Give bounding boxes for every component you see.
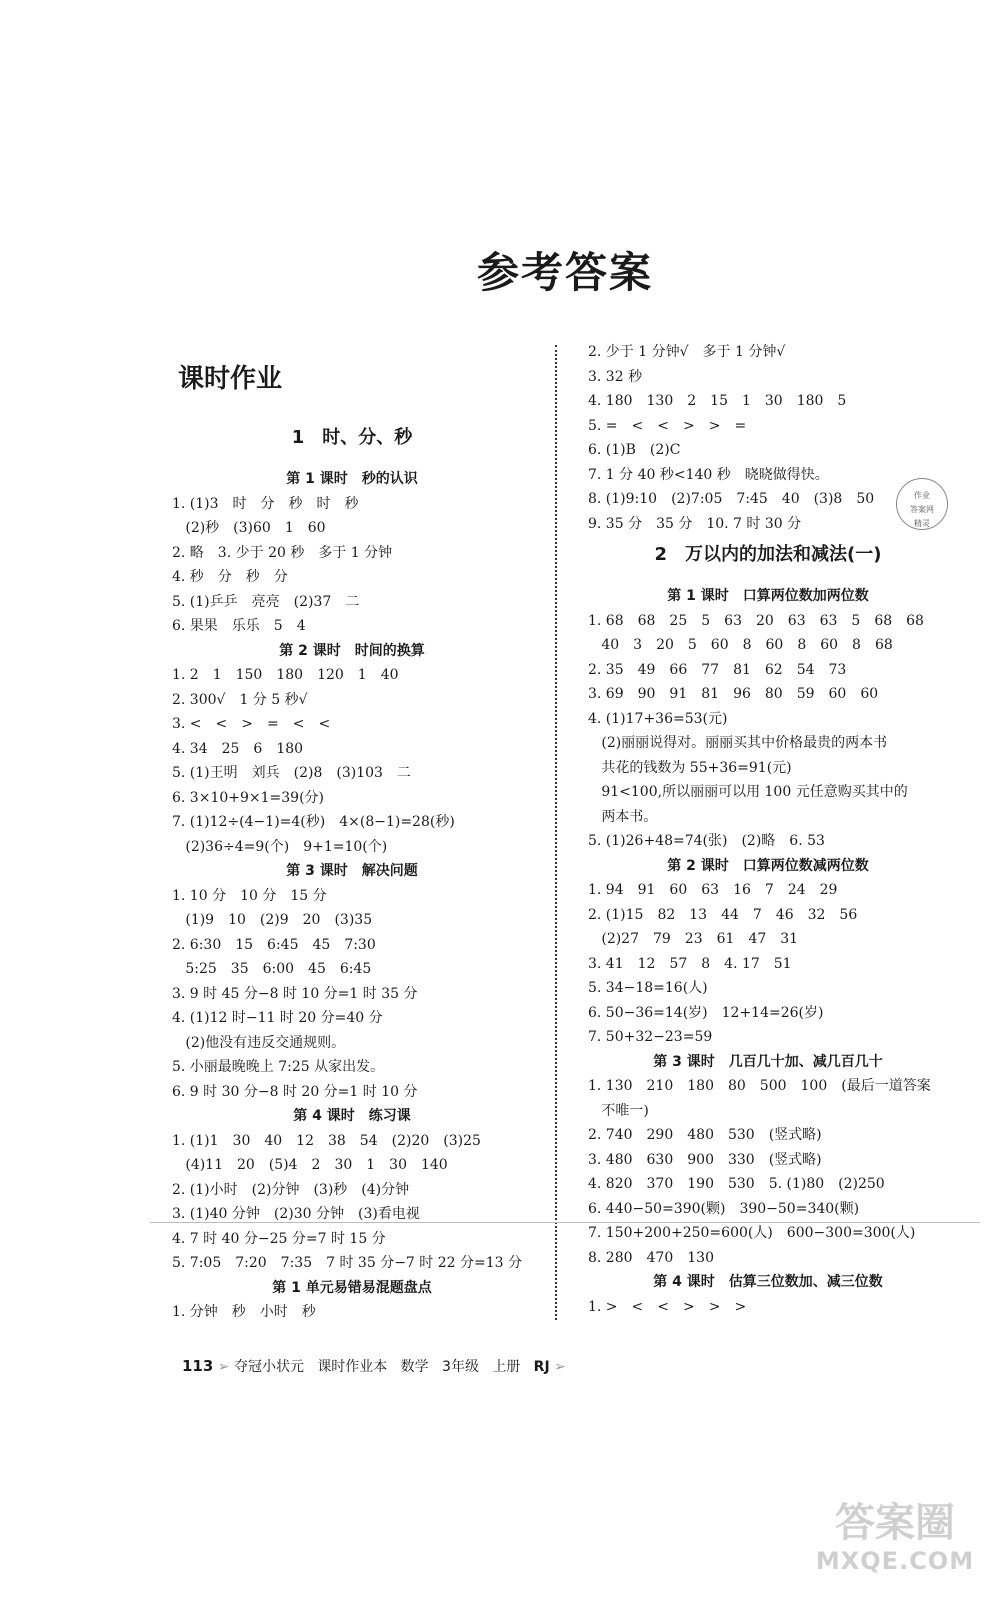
footer-book: 夺冠小状元 (233, 1359, 304, 1375)
answer-line: 4. 7 时 40 分−25 分=7 时 15 分 (172, 1230, 386, 1247)
answer-line: 6. 440−50=390(颗) 390−50=340(颗) (588, 1200, 860, 1217)
answer-line: 5. 小丽最晚晚上 7:25 从家出发。 (172, 1059, 385, 1075)
scan-rule-line (150, 1222, 980, 1223)
answer-line: 共花的钱数为 55+36=91(元) (588, 759, 792, 776)
lesson-heading: 第 4 课时 估算三位数加、减三位数 (653, 1274, 883, 1290)
answer-line: 3. 480 630 900 330 (竖式略) (588, 1151, 822, 1168)
page-number: 113 (182, 1357, 214, 1375)
answer-line: 4. 秒 分 秒 分 (172, 569, 288, 585)
answer-line: 4. 34 25 6 180 (172, 740, 304, 757)
answer-line: 8. 280 470 130 (588, 1249, 714, 1266)
answer-line: 6. 果果 乐乐 5 4 (172, 618, 306, 634)
watermark-logo: 答案圈 MXQE.COM (815, 1500, 975, 1575)
answer-line: 8. (1)9:10 (2)7:05 7:45 40 (3)8 50 (588, 491, 875, 507)
answer-line: 2. 35 49 66 77 81 62 54 73 (588, 661, 847, 678)
answer-line: 1. 94 91 60 63 16 7 24 29 (588, 882, 838, 898)
answer-line: 7. 150+200+250=600(人) 600−300=300(人) (588, 1225, 916, 1241)
lesson-heading: 第 1 课时 口算两位数加两位数 (667, 588, 869, 604)
answer-line: 2. 6:30 15 6:45 45 7:30 (172, 936, 376, 953)
answer-line: 5:25 35 6:00 45 6:45 (172, 961, 372, 977)
footer-edition: RJ (533, 1359, 550, 1375)
answer-line: 2. (1)15 82 13 44 7 46 32 56 (588, 906, 858, 923)
answer-line: 3. 32 秒 (588, 368, 643, 385)
answer-line: 2. 300√ 1 分 5 秒√ (172, 691, 308, 708)
answer-line: 3. < < > = < < (172, 716, 331, 732)
arrow-icon: ➢ (213, 1359, 234, 1375)
answer-line: 5. 34−18=16(人) (588, 980, 708, 996)
answer-line: 91<100,所以丽丽可以用 100 元任意购买其中的 (588, 784, 908, 800)
answer-line: 1. 130 210 180 80 500 100 (最后一道答案 (588, 1078, 931, 1094)
answer-line: (2)秒 (3)60 1 60 (172, 520, 326, 536)
answer-line: 5. = < < > > = (588, 417, 747, 434)
answer-line: 2. (1)小时 (2)分钟 (3)秒 (4)分钟 (172, 1181, 410, 1198)
answer-line: 40 3 20 5 60 8 60 8 60 8 68 (588, 637, 893, 653)
right-column (588, 340, 948, 1319)
answer-line: 1. 分钟 秒 小时 秒 (172, 1304, 316, 1320)
answer-line: 3. 41 12 57 8 4. 17 51 (588, 955, 792, 972)
answer-line: 5. (1)26+48=74(张) (2)略 6. 53 (588, 833, 825, 849)
lesson-heading: 第 3 课时 几百几十加、减几百几十 (653, 1053, 883, 1070)
answer-line: 2. 少于 1 分钟√ 多于 1 分钟√ (588, 344, 786, 360)
page-title: 参考答案 (476, 248, 653, 297)
answer-line: 6. 50−36=14(岁) 12+14=26(岁) (588, 1004, 824, 1021)
answer-line: 4. (1)12 时−11 时 20 分=40 分 (172, 1010, 383, 1026)
answer-line: 4. 820 370 190 530 5. (1)80 (2)250 (588, 1176, 885, 1192)
lesson-heading: 第 2 课时 口算两位数减两位数 (667, 857, 869, 874)
answer-line: 1. 10 分 10 分 15 分 (172, 887, 327, 904)
answer-line: 4. (1)17+36=53(元) (588, 710, 728, 727)
page-footer (182, 1356, 566, 1376)
answer-line: 6. (1)B (2)C (588, 442, 681, 458)
answer-line: (2)27 79 23 61 47 31 (588, 931, 799, 947)
answer-line: 3. 9 时 45 分−8 时 10 分=1 时 35 分 (172, 985, 418, 1002)
answer-line: 5. 7:05 7:20 7:35 7 时 35 分−7 时 22 分=13 分 (172, 1255, 522, 1271)
answer-line: 两本书。 (588, 808, 658, 825)
footer-subject: 数学 (400, 1359, 429, 1375)
left-answer-list (172, 423, 532, 1325)
answer-line: 6. 3×10+9×1=39(分) (172, 789, 325, 806)
answer-line: 7. 50+32−23=59 (588, 1029, 713, 1045)
answer-line: (4)11 20 (5)4 2 30 1 30 140 (172, 1157, 448, 1173)
answer-line: 1. > < < > > > (588, 1298, 747, 1315)
footer-series: 课时作业本 (317, 1359, 388, 1375)
left-column (172, 350, 532, 1325)
unit-heading: 2 万以内的加法和减法(一) (654, 544, 882, 565)
answer-line: 2. 略 3. 少于 20 秒 多于 1 分钟 (172, 544, 393, 561)
footer-grade: 3年级 (442, 1359, 479, 1375)
answer-line: 1. (1)3 时 分 秒 时 秒 (172, 495, 359, 512)
lesson-heading: 第 2 课时 时间的换算 (279, 642, 425, 659)
section-title: 课时作业 (178, 364, 283, 394)
answer-line: 4. 180 130 2 15 1 30 180 5 (588, 393, 847, 409)
answer-line: 1. 2 1 150 180 120 1 40 (172, 667, 399, 683)
answer-line: 5. (1)王明 刘兵 (2)8 (3)103 二 (172, 765, 411, 781)
answer-line: 5. (1)乒乒 亮亮 (2)37 二 (172, 593, 360, 610)
answer-line: 3. (1)40 分钟 (2)30 分钟 (3)看电视 (172, 1206, 420, 1222)
answer-line: 3. 69 90 91 81 96 80 59 60 60 (588, 686, 879, 702)
answer-line: 1. (1)1 30 40 12 38 54 (2)20 (3)25 (172, 1132, 481, 1149)
answer-line: 2. 740 290 480 530 (竖式略) (588, 1127, 822, 1143)
right-answer-list (588, 340, 948, 1319)
lesson-heading: 第 1 单元易错易混题盘点 (272, 1279, 432, 1296)
arrow-icon: ➢ (549, 1359, 566, 1375)
answer-line: 7. (1)12÷(4−1)=4(秒) 4×(8−1)=28(秒) (172, 814, 455, 830)
answer-line: 7. 1 分 40 秒<140 秒 晓晓做得快。 (588, 466, 829, 483)
answer-line: 9. 35 分 35 分 10. 7 时 30 分 (588, 515, 802, 532)
lesson-heading: 第 1 课时 秒的认识 (286, 471, 418, 487)
answer-line: (2)丽丽说得对。丽丽买其中价格最贵的两本书 (588, 735, 888, 751)
lesson-heading: 第 4 课时 练习课 (293, 1108, 411, 1124)
lesson-heading: 第 3 课时 解决问题 (286, 863, 418, 879)
answer-line: 6. 9 时 30 分−8 时 20 分=1 时 10 分 (172, 1083, 418, 1100)
answer-line: 1. 68 68 25 5 63 20 63 63 5 68 68 (588, 612, 924, 629)
answer-line: (1)9 10 (2)9 20 (3)35 (172, 912, 373, 928)
stamp-seal: 作业 答案网 精灵 (896, 478, 948, 530)
answer-line: 不唯一) (588, 1102, 649, 1119)
footer-volume: 上册 (492, 1359, 521, 1375)
column-divider (555, 345, 557, 1320)
unit-heading: 1 时、分、秒 (291, 427, 413, 448)
answer-line: (2)36÷4=9(个) 9+1=10(个) (172, 838, 388, 855)
answer-line: (2)他没有违反交通规则。 (172, 1034, 346, 1051)
